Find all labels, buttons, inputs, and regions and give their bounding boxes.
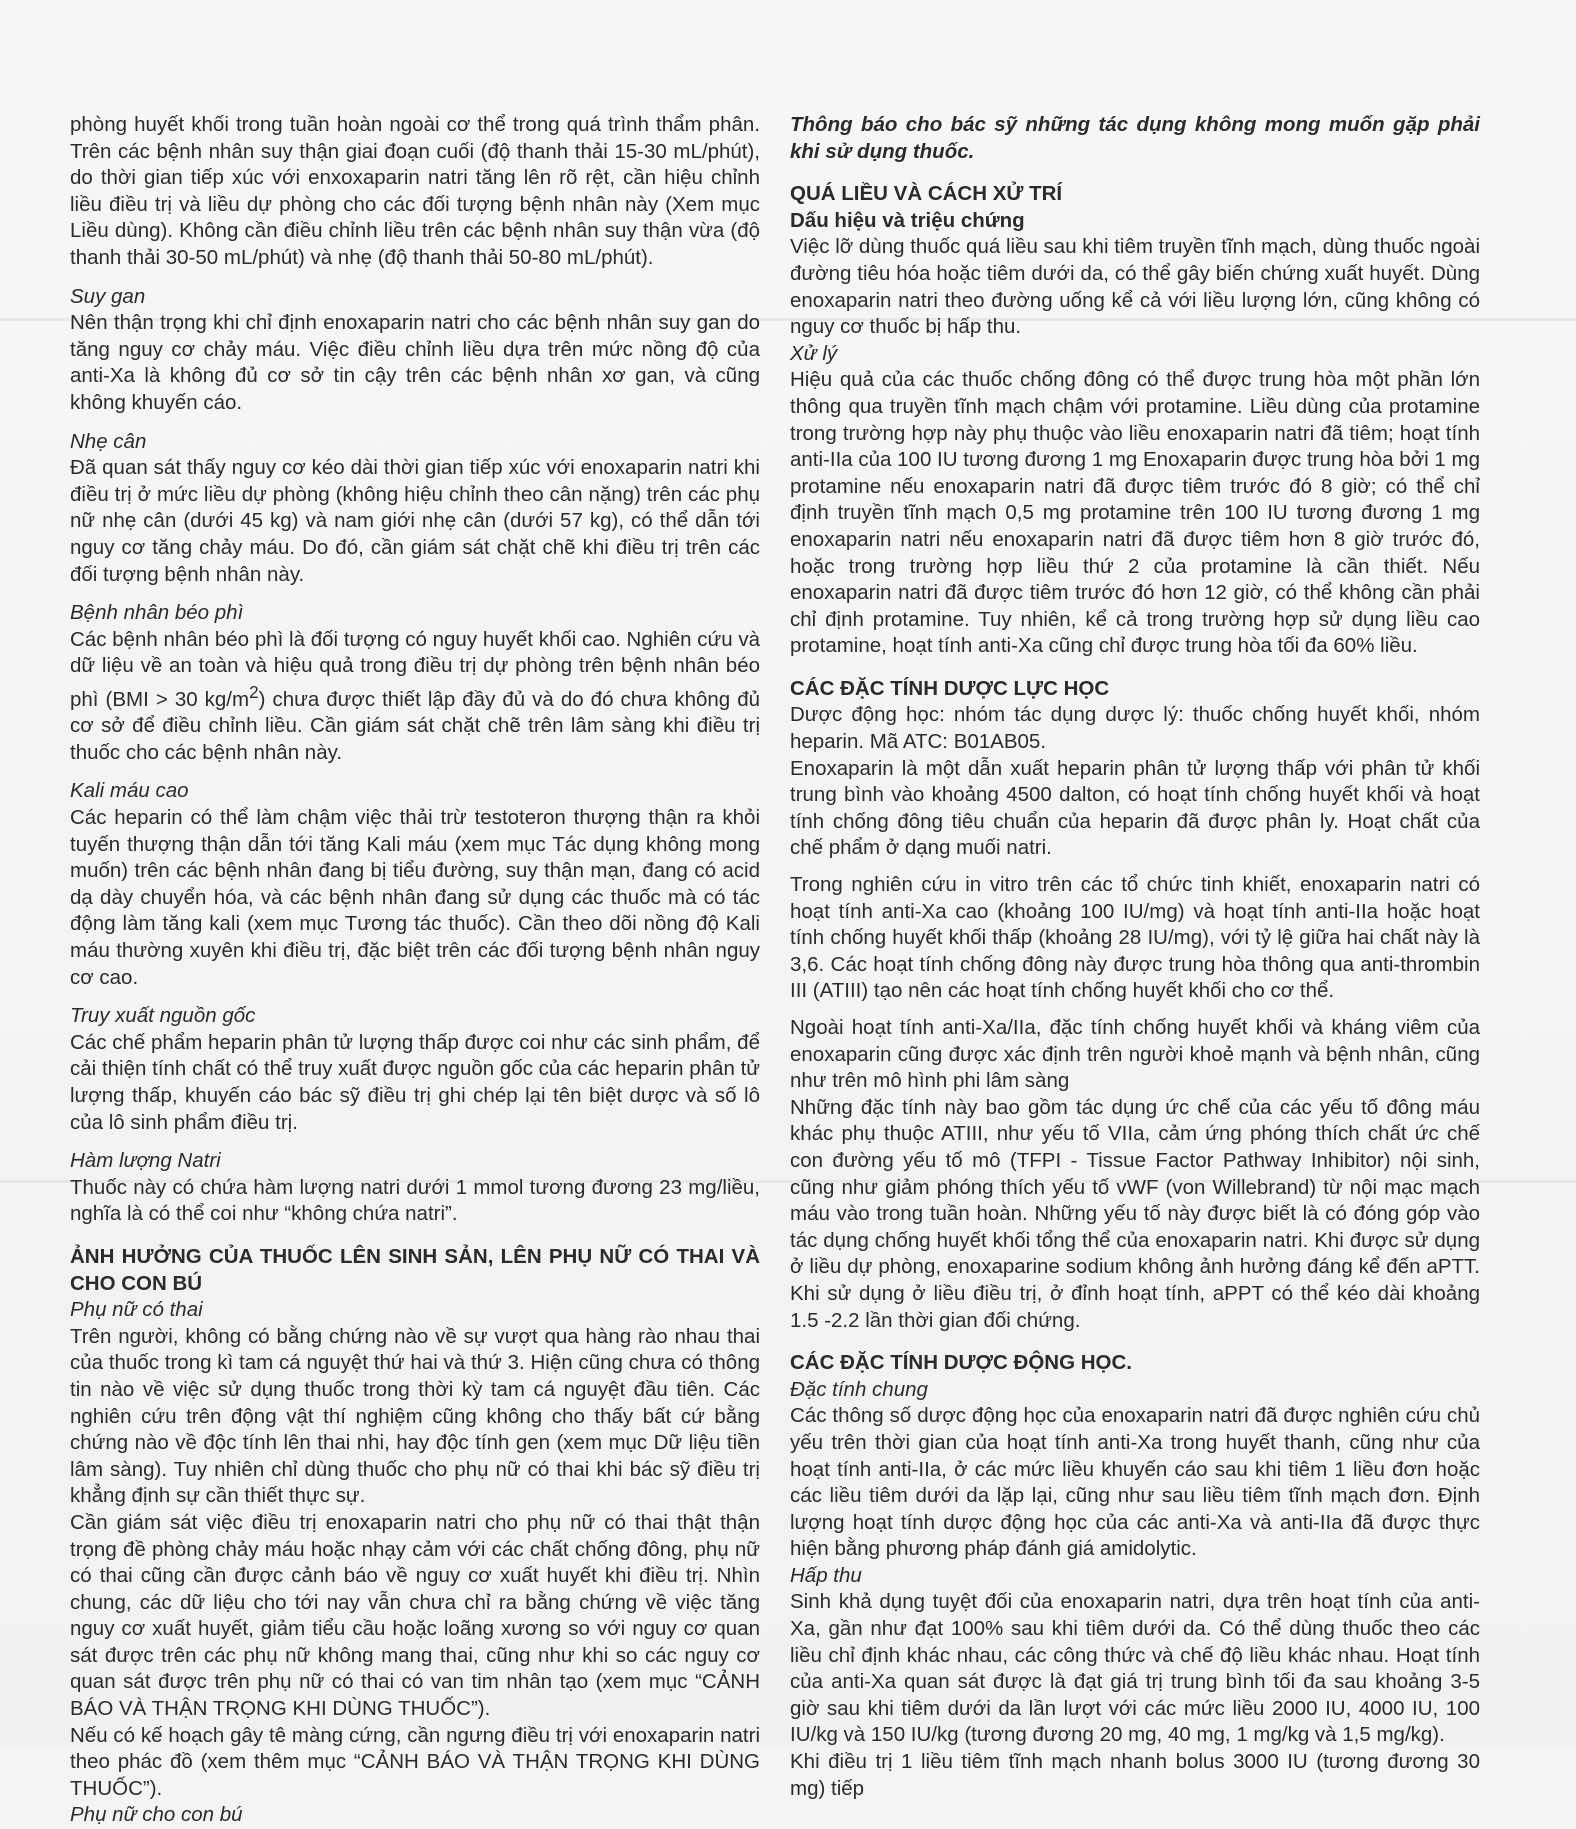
left-column <box>70 112 760 1829</box>
subheading-natri: Hàm lượng Natri <box>70 1149 221 1173</box>
subheading-co-thai: Phụ nữ có thai <box>70 1298 203 1322</box>
paragraph: Cần giám sát việc điều trị enoxaparin natri cho phụ nữ có thai thật thận trọng đề phòng chảy máu hoặc nhạy cảm với các chất chống đông, phụ nữ có thai cũng cần được cảnh báo về nguy cơ xuất huyết khi điều trị. Nhìn chung, các dữ liệu cho tới nay vẫn chưa chỉ ra bằng chứng về việc tăng nguy cơ xuất huyết, giảm tiểu cầu hoặc loãng xương so với nguy cơ quan sát được trên các phụ nữ không mang thai, cũng như khi so các nguy cơ quan sát được trên phụ nữ có thai có van tim nhân tạo (xem mục “CẢNH BÁO VÀ THẬN TRỌNG KHI DÙNG THUỐC”). <box>70 1510 760 1721</box>
subheading-truy-xuat: Truy xuất nguồn gốc <box>70 1004 256 1028</box>
paragraph: Trong nghiên cứu in vitro trên các tổ chức tinh khiết, enoxaparin natri có hoạt tính anti-Xa cao (khoảng 100 IU/mg) và hoạt tính anti-IIa hoặc hoạt tính chống huyết khối thấp (khoảng 28 IU/mg), với tỷ lệ giữa hai chất này là 3,6. Các hoạt tính chống đông này được trung hòa thông qua anti-thrombin III (ATIII) tạo nên các hoạt tính chống huyết khối cho cơ thể. <box>790 873 1480 1003</box>
paragraph: Đã quan sát thấy nguy cơ kéo dài thời gian tiếp xúc với enoxaparin natri khi điều trị ở mức liều dự phòng (không hiệu chỉnh theo cân nặng) trên các phụ nữ nhẹ cân (dưới 45 kg) và nam giới nhẹ cân (dưới 57 kg), có thể dẫn tới nguy cơ tăng chảy máu. Do đó, cần giám sát chặt chẽ khi điều trị trên các đối tượng bệnh nhân này. <box>70 456 760 586</box>
paragraph: Nên thận trọng khi chỉ định enoxaparin natri cho các bệnh nhân suy gan do tăng nguy cơ chảy máu. Việc điều chỉnh liều dựa trên mức nồng độ của anti-Xa là không đủ cơ sở tin cậy trên các bệnh nhân xơ gan, và cũng không khuyến cáo. <box>70 311 760 414</box>
right-column <box>790 112 1480 1802</box>
text-span: ) chưa được thiết lập đầy đủ và do đó chưa không đủ cơ sở để điều chỉnh liều. Cần giám sát chặt chẽ trên lâm sàng khi điều trị thuốc cho các bệnh nhân này. <box>70 687 761 764</box>
paragraph: Thuốc này có chứa hàm lượng natri dưới 1 mmol tương đương 23 mg/liều, nghĩa là có thể coi như “không chứa natri”. <box>70 1175 760 1226</box>
superscript: 2 <box>249 682 259 702</box>
lead-note: Thông báo cho bác sỹ những tác dụng không mong muốn gặp phải khi sử dụng thuốc. <box>790 113 1480 163</box>
subheading-dau-hieu: Dấu hiệu và triệu chứng <box>790 208 1025 232</box>
paragraph: Nếu có kế hoạch gây tê màng cứng, cần ngưng điều trị với enoxaparin natri theo phác đồ (xem thêm mục “CẢNH BÁO VÀ THẬN TRỌNG KHI DÙNG THUỐC”). <box>70 1723 760 1800</box>
text-span: Các bệnh nhân béo phì là đối tượng có nguy huyết khối cao. Nghiên cứu và dữ liệu về an toàn và hiệu quả trong điều trị dự phòng trên bệnh nhân béo phì (BMI > 30 kg/m <box>70 627 760 711</box>
paragraph: Các heparin có thể làm chậm việc thải trừ testoteron thượng thận ra khỏi tuyến thượng thận dẫn tới tăng Kali máu (xem mục Tác dụng không mong muốn) trên các bệnh nhân đang bị tiểu đường, suy thận mạn, đang có acid dạ dày chuyển hóa, và các bệnh nhân đang sử dụng các thuốc mà có tác động làm tăng kali (xem mục Tương tác thuốc). Cần theo dõi nồng độ Kali máu thường xuyên khi điều trị, đặc biệt trên các đối tượng bệnh nhân nguy cơ cao. <box>70 806 760 989</box>
paragraph: Khi điều trị 1 liều tiêm tĩnh mạch nhanh bolus 3000 IU (tương đương 30 mg) tiếp <box>790 1750 1480 1800</box>
section-heading-duoc-luc: CÁC ĐẶC TÍNH DƯỢC LỰC HỌC <box>790 676 1110 700</box>
subheading-xu-ly: Xử lý <box>790 341 838 365</box>
paragraph: Enoxaparin là một dẫn xuất heparin phân tử lượng thấp với phân tử khối trung bình vào khoảng 4500 dalton, có hoạt tính chống huyết khối và hoạt tính chống đông tiêu chuẩn của heparin đã được phân ly. Hoạt chất của chế phẩm ở dạng muối natri. <box>790 756 1480 860</box>
section-heading-duoc-dong: CÁC ĐẶC TÍNH DƯỢC ĐỘNG HỌC. <box>790 1351 1132 1375</box>
paragraph: Việc lỡ dùng thuốc quá liều sau khi tiêm truyền tĩnh mạch, dùng thuốc ngoài đường tiêu hóa hoặc tiêm dưới da, có thể gây biến chứng xuất huyết. Dùng enoxaparin natri theo đường uống kể cả với liều lượng lớn, cũng không có nguy cơ thuốc bị hấp thu. <box>790 235 1481 339</box>
paragraph <box>70 627 760 767</box>
section-heading-sinh-san: ẢNH HƯỞNG CỦA THUỐC LÊN SINH SẢN, LÊN PHỤ NỮ CÓ THAI VÀ CHO CON BÚ <box>70 1244 760 1295</box>
subheading-nhe-can: Nhẹ cân <box>70 429 147 453</box>
paragraph: Hiệu quả của các thuốc chống đông có thể được trung hòa một phần lớn thông qua truyền tĩnh mạch chậm với protamine. Liều dùng của protamine trong trường hợp này phụ thuộc vào liều enoxaparin natri đã tiêm; hoạt tính anti-IIa của 100 IU tương đương 1 mg Enoxaparin được trung hòa bởi 1 mg protamine nếu enoxaparin natri đã được tiêm trước đó 8 giờ; có thể chỉ định truyền tĩnh mạch 0,5 mg protamine trên 100 IU tương đương 1 mg enoxaparin natri nếu enoxaparin natri đã được tiêm hơn 8 giờ trước đó, hoặc trong trường hợp liều thứ 2 của protamine là cần thiết. Nếu enoxaparin natri đã được tiêm trước đó hơn 12 giờ, có thể không cần phải chỉ định protamine. Tuy nhiên, kể cả trong trường hợp sử dụng liều cao protamine, hoạt tính anti-Xa cũng chỉ được trung hòa tối đa 60% liều. <box>790 368 1480 658</box>
paragraph: Các chế phẩm heparin phân tử lượng thấp được coi như các sinh phẩm, để cải thiện tính chất có thể truy xuất được nguồn gốc của các heparin phân tử lượng thấp, khuyến cáo bác sỹ điều trị ghi chép lại tên biệt dược và số lô của lô sinh phẩm điều trị. <box>70 1030 760 1134</box>
subheading-dac-tinh-chung: Đặc tính chung <box>790 1377 928 1401</box>
subheading-con-bu: Phụ nữ cho con bú <box>70 1803 243 1827</box>
paragraph: Các thông số dược động học của enoxaparin natri đã được nghiên cứu chủ yếu trên thời gian của hoạt tính anti-Xa trong huyết thanh, cũng như của hoạt tính anti-IIa, ở các mức liều khuyến cáo sau khi tiêm 1 liều đơn hoặc các liều tiêm dưới da lặp lại, cũng như sau liều tiêm tĩnh mạch đơn. Định lượng hoạt tính dược động học của các anti-Xa và anti-IIa đã được thực hiện bằng phương pháp đánh giá amidolytic. <box>790 1404 1480 1561</box>
paragraph: Sinh khả dụng tuyệt đối của enoxaparin natri, dựa trên hoạt tính của anti-Xa, gần như đạt 100% sau khi tiêm dưới da. Có thể dùng thuốc theo các liều chỉ định khác nhau, các công thức và chế độ liều khác nhau. Hoạt tính của anti-Xa quan sát được là đạt giá trị trung bình tối đa sau khoảng 3-5 giờ sau khi tiêm dưới da lần lượt với các mức liều 2000 IU, 4000 IU, 100 IU/kg và 150 IU/kg (tương đương 20 mg, 40 mg, 1 mg/kg và 1,5 mg/kg). <box>790 1590 1480 1747</box>
paragraph: Những đặc tính này bao gồm tác dụng ức chế của các yếu tố đông máu khác phụ thuộc ATIII, như yếu tố VIIa, cảm ứng phóng thích chất ức chế con đường yếu tố mô (TFPI - Tissue Factor Pathway Inhibitor) nội sinh, cũng như giảm phóng thích yếu tố vWF (von Willebrand) từ nội mạc mạch máu vào trong tuần hoàn. Những yếu tố này được biết là có đóng góp vào tác dụng chống huyết khối tổng thể của enoxaparin natri. Khi được sử dụng ở liều dự phòng, enoxaparine sodium không ảnh hưởng đáng kể đến aPTT. Khi sử dụng ở liều điều trị, ở đỉnh hoạt tính, aPPT có thể kéo dài khoảng 1.5 -2.2 lần thời gian đối chứng. <box>790 1095 1480 1332</box>
subheading-beo-phi: Bệnh nhân béo phì <box>70 601 244 625</box>
paragraph: Trên người, không có bằng chứng nào về sự vượt qua hàng rào nhau thai của thuốc trong kì tam cá nguyệt thứ hai và thứ 3. Hiện cũng chưa có thông tin nào về việc sử dụng thuốc trong thời kỳ tam cá nguyệt đầu tiên. Các nghiên cứu trên động vật thí nghiệm cũng không cho thấy bất cứ bằng chứng nào về độc tính lên thai nhi, hay độc tính gen (xem mục Dữ liệu tiền lâm sàng). Tuy nhiên chỉ dùng thuốc cho phụ nữ có thai khi bác sỹ điều trị khẳng định sự cần thiết thực sự. <box>70 1324 760 1508</box>
paragraph: phòng huyết khối trong tuần hoàn ngoài cơ thể trong quá trình thẩm phân. Trên các bệnh nhân suy thận giai đoạn cuối (độ thanh thải 15-30 mL/phút), do thời gian tiếp xúc với enxoxaparin natri tăng lên rõ rệt, cần hiệu chỉnh liều điều trị và liều dự phòng cho các đối tượng bệnh nhân này (Xem mục Liều dùng). Không cần điều chỉnh liều trên các bệnh nhân suy thận vừa (độ thanh thải 30-50 mL/phút) và nhẹ (độ thanh thải 50-80 mL/phút). <box>70 113 760 269</box>
subheading-suy-gan: Suy gan <box>70 284 146 308</box>
subheading-kali: Kali máu cao <box>70 779 189 803</box>
subheading-hap-thu: Hấp thu <box>790 1563 862 1587</box>
paragraph: Dược động học: nhóm tác dụng dược lý: thuốc chống huyết khối, nhóm heparin. Mã ATC: B01AB05. <box>790 703 1480 754</box>
paragraph: Ngoài hoạt tính anti-Xa/IIa, đặc tính chống huyết khối và kháng viêm của enoxaparin cũng được xác định trên người khoẻ mạnh và bệnh nhân, cũng như trên mô hình phi lâm sàng <box>790 1016 1480 1093</box>
section-heading-qua-lieu: QUÁ LIỀU VÀ CÁCH XỬ TRÍ <box>790 182 1063 206</box>
